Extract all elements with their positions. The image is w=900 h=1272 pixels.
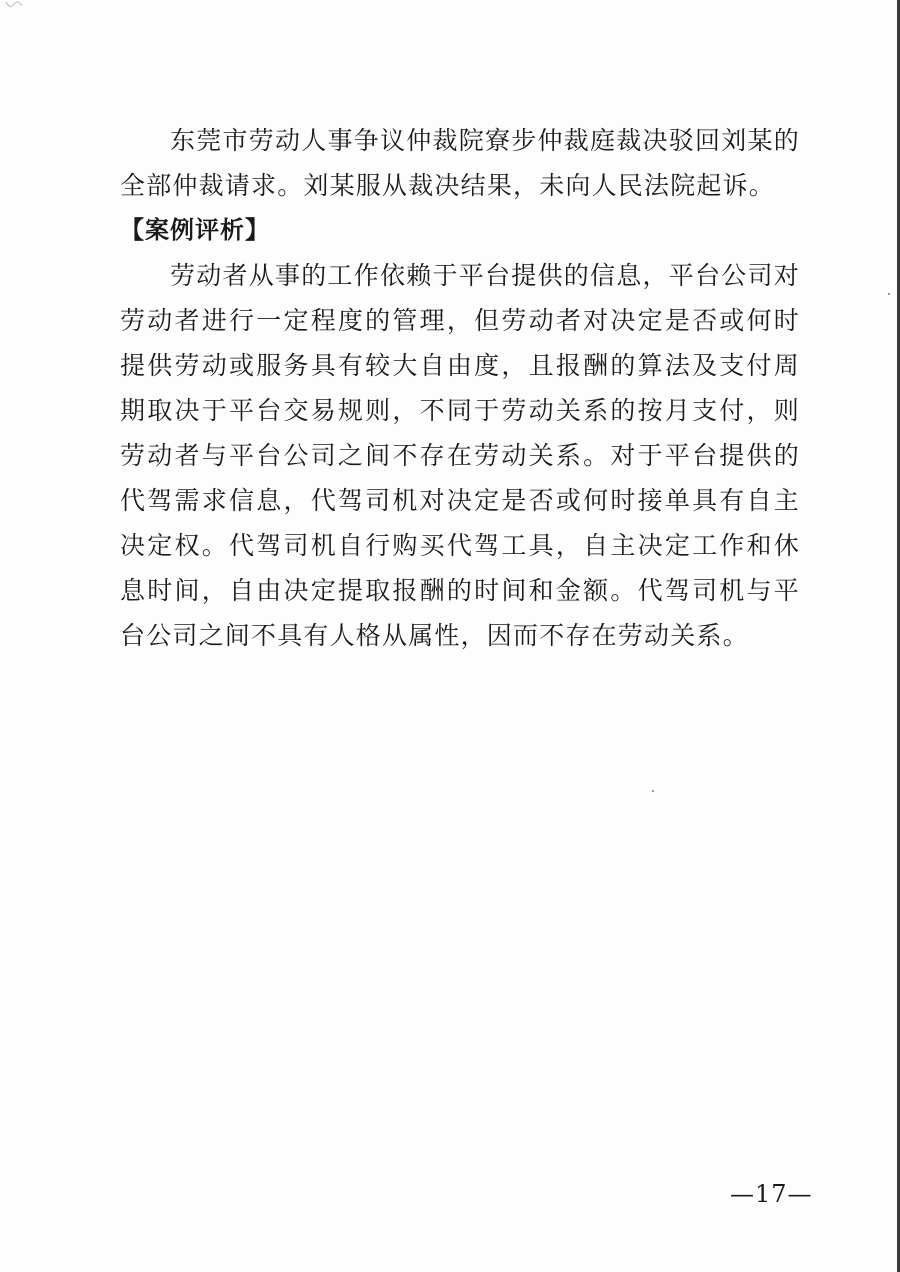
pencil-mark-icon [4, 0, 34, 14]
scan-speck [652, 790, 654, 792]
document-body [120, 118, 800, 658]
section-heading-case-analysis: 【案例评析】 [120, 216, 270, 244]
scan-speck [888, 293, 890, 295]
page-number: —17— [730, 1180, 813, 1208]
paragraph-analysis: 劳动者从事的工作依赖于平台提供的信息，平台公司对劳动者进行一定程度的管理，但劳动者对决定是否或何时提供劳动或服务具有较大自由度，且报酬的算法及支付周期取决于平台交易规则，不同于劳动关系的按月支付，则劳动者与平台公司之间不存在劳动关系。对于平台提供的代驾需求信息，代驾司机对决定是否或何时接单具有自主决定权。代驾司机自行购买代驾工具，自主决定工作和休息时间，自由决定提取报酬的时间和金额。代驾司机与平台公司之间不具有人格从属性，因而不存在劳动关系。 [120, 261, 800, 650]
paragraph-ruling: 东莞市劳动人事争议仲裁院寮步仲裁庭裁决驳回刘某的全部仲裁请求。刘某服从裁决结果，未向人民法院起诉。 [120, 126, 800, 200]
